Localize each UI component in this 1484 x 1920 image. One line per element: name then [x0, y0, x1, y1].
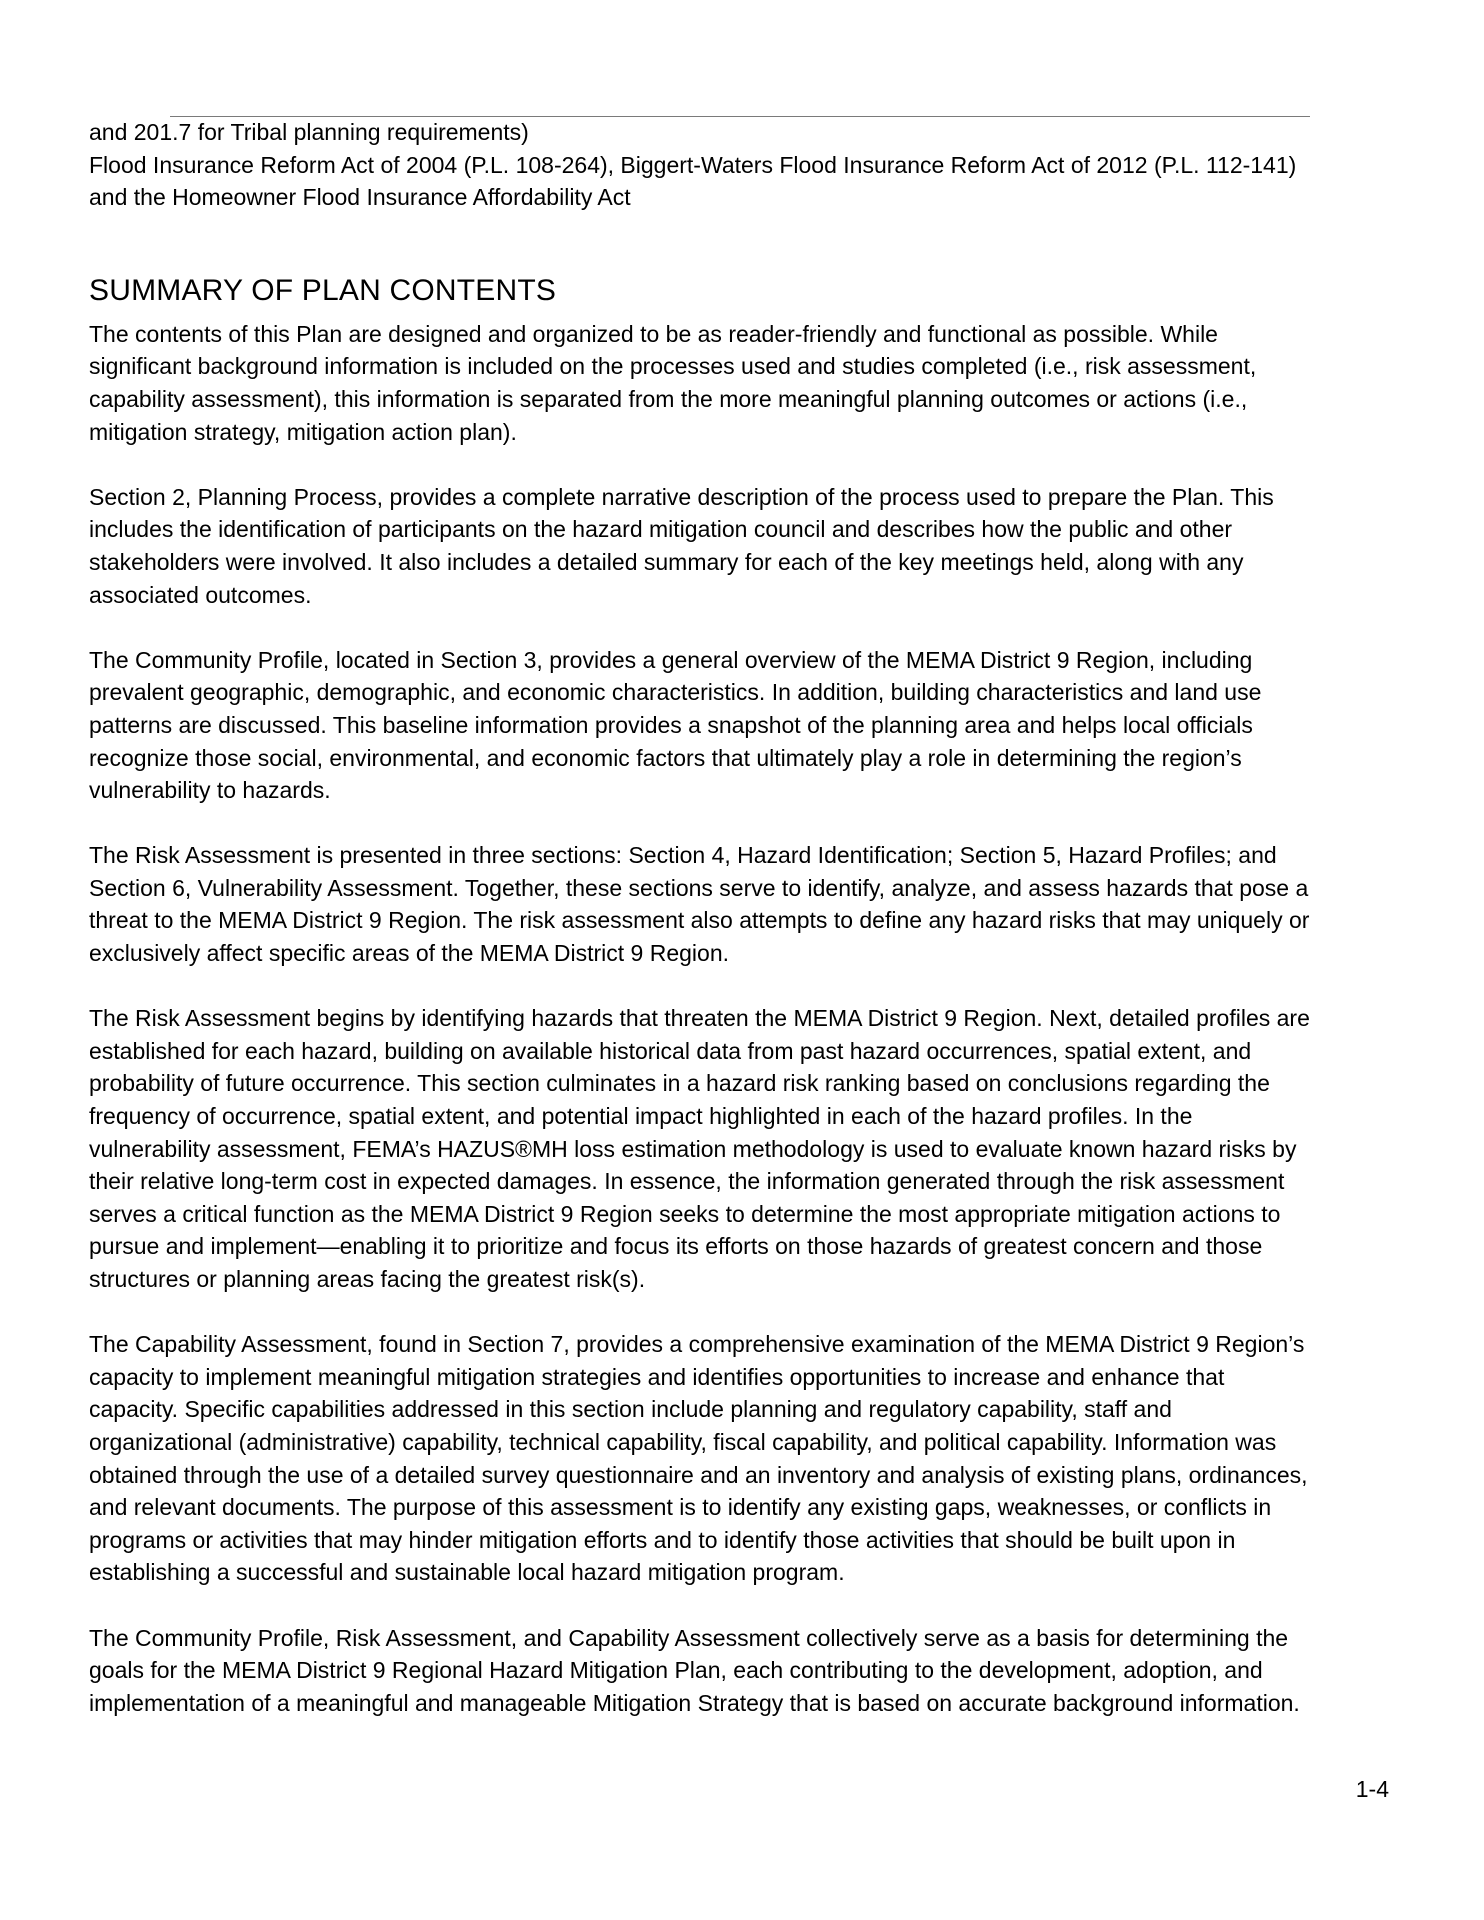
- paragraph-line: serves a critical function as the MEMA District 9 Region seeks to determine the most appropriate mitigation actions to: [89, 1200, 1281, 1227]
- paragraph-planning-process: [89, 481, 1409, 611]
- paragraph-capability-assessment: [89, 1328, 1409, 1589]
- paragraph-line: associated outcomes.: [89, 581, 312, 608]
- paragraph-line: programs or activities that may hinder mitigation efforts and to identify those activities that should be built upon in: [89, 1526, 1236, 1553]
- paragraph-line: patterns are discussed. This baseline information provides a snapshot of the planning area and helps local officials: [89, 711, 1253, 738]
- paragraph-line: includes the identification of participants on the hazard mitigation council and describes how the public and other: [89, 516, 1233, 543]
- paragraph-line: obtained through the use of a detailed survey questionnaire and an inventory and analysis of existing plans, ordinances,: [89, 1461, 1308, 1488]
- paragraph-line: implementation of a meaningful and manageable Mitigation Strategy that is based on accurate background information.: [89, 1689, 1300, 1716]
- intro-line: and 201.7 for Tribal planning requirements): [89, 119, 529, 145]
- paragraph-line: vulnerability to hazards.: [89, 777, 331, 804]
- paragraph-line: prevalent geographic, demographic, and economic characteristics. In addition, building characteristics and land use: [89, 679, 1262, 706]
- intro-line: and the Homeowner Flood Insurance Affordability Act: [89, 184, 631, 211]
- section-heading: SUMMARY OF PLAN CONTENTS: [89, 273, 557, 307]
- paragraph-line: organizational (administrative) capability, technical capability, fiscal capability, and political capability. Information was: [89, 1428, 1277, 1455]
- paragraph-line: probability of future occurrence. This section culminates in a hazard risk ranking based on conclusions regarding the: [89, 1070, 1270, 1097]
- paragraph-line: capacity. Specific capabilities addressed in this section include planning and regulatory capability, staff and: [89, 1396, 1172, 1423]
- paragraph-line: The contents of this Plan are designed and organized to be as reader-friendly and functional as possible. While: [89, 320, 1218, 347]
- paragraph-line: their relative long-term cost in expected damages. In essence, the information generated through the risk assessment: [89, 1168, 1285, 1195]
- paragraph-line: frequency of occurrence, spatial extent, and potential impact highlighted in each of the hazard profiles. In the: [89, 1103, 1193, 1130]
- paragraph-line: The Risk Assessment begins by identifying hazards that threaten the MEMA District 9 Region. Next, detailed profiles are: [89, 1005, 1310, 1032]
- intro-line: Flood Insurance Reform Act of 2004 (P.L. 108-264), Biggert-Waters Flood Insurance Reform Act of 2012 (P.L. 112-141): [89, 151, 1297, 178]
- intro-block: [89, 116, 1409, 214]
- paragraph-line: Section 2, Planning Process, provides a complete narrative description of the process used to prepare the Plan. This: [89, 483, 1274, 510]
- paragraph-line: The Community Profile, Risk Assessment, and Capability Assessment collectively serve as a basis for determining the: [89, 1624, 1289, 1651]
- paragraph-line: exclusively affect specific areas of the MEMA District 9 Region.: [89, 940, 730, 967]
- paragraph-line: Section 6, Vulnerability Assessment. Together, these sections serve to identify, analyze, and assess hazards that pose a: [89, 874, 1309, 901]
- page-number: 1-4: [1355, 1776, 1389, 1802]
- paragraph-line: structures or planning areas facing the greatest risk(s).: [89, 1266, 646, 1292]
- paragraph-line: and relevant documents. The purpose of this assessment is to identify any existing gaps, weaknesses, or conflicts in: [89, 1494, 1272, 1521]
- paragraph-line: The Capability Assessment, found in Section 7, provides a comprehensive examination of the MEMA District 9 Region’s: [89, 1331, 1305, 1358]
- paragraph-line: goals for the MEMA District 9 Regional Hazard Mitigation Plan, each contributing to the development, adoption, and: [89, 1657, 1263, 1684]
- paragraph-line: The Risk Assessment is presented in three sections: Section 4, Hazard Identification; Section 5, Hazard Profiles; and: [89, 842, 1277, 869]
- paragraph-plan-contents: [89, 318, 1409, 448]
- paragraph-line: stakeholders were involved. It also includes a detailed summary for each of the key meetings held, along with any: [89, 548, 1244, 575]
- paragraph-line: recognize those social, environmental, and economic factors that ultimately play a role in determining the region’s: [89, 744, 1242, 771]
- paragraph-community-profile: [89, 644, 1409, 807]
- paragraph-risk-assessment-sections: [89, 839, 1409, 969]
- paragraph-risk-assessment-details: [89, 1002, 1409, 1295]
- paragraph-line: capability assessment), this information is separated from the more meaningful planning outcomes or actions (i.e.,: [89, 385, 1248, 412]
- paragraph-line: mitigation strategy, mitigation action plan).: [89, 418, 517, 445]
- paragraph-collective-basis: [89, 1622, 1409, 1720]
- paragraph-line: vulnerability assessment, FEMA’s HAZUS®MH loss estimation methodology is used to evaluate known hazard risks by: [89, 1135, 1297, 1162]
- paragraph-line: establishing a successful and sustainable local hazard mitigation program.: [89, 1559, 845, 1586]
- page-content: [89, 116, 1409, 1752]
- paragraph-line: significant background information is included on the processes used and studies completed (i.e., risk assessment,: [89, 353, 1257, 380]
- paragraph-line: capacity to implement meaningful mitigation strategies and identifies opportunities to increase and enhance that: [89, 1363, 1225, 1390]
- paragraph-line: pursue and implement—enabling it to prioritize and focus its efforts on those hazards of greatest concern and those: [89, 1233, 1263, 1260]
- paragraph-line: The Community Profile, located in Section 3, provides a general overview of the MEMA District 9 Region, including: [89, 646, 1253, 673]
- paragraph-line: threat to the MEMA District 9 Region. The risk assessment also attempts to define any hazard risks that may uniquely or: [89, 907, 1310, 934]
- paragraph-line: established for each hazard, building on available historical data from past hazard occurrences, spatial extent, and: [89, 1037, 1252, 1064]
